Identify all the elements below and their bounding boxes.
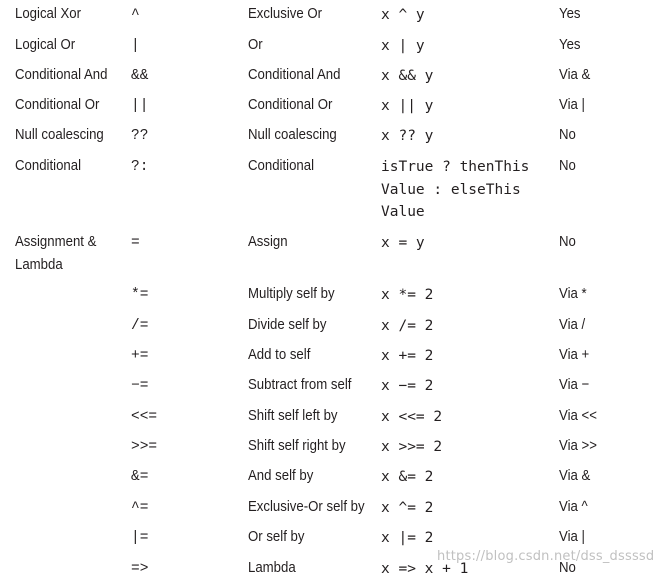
row-category: Logical Or: [15, 36, 76, 53]
row-example: x = y: [381, 235, 425, 251]
row-example: x >>= 2: [381, 439, 443, 455]
row-name: And self by: [248, 467, 314, 484]
row-name: Exclusive-Or self by: [248, 498, 365, 515]
row-symbol: =>: [131, 561, 149, 577]
row-symbol: =: [131, 235, 140, 251]
row-example: x => x + 1: [381, 561, 469, 577]
row-overloadable: Yes: [559, 36, 581, 53]
row-overloadable: Via −: [559, 376, 590, 393]
row-symbol: /=: [131, 318, 149, 334]
row-symbol: +=: [131, 348, 149, 364]
row-name: Divide self by: [248, 316, 327, 333]
row-overloadable: Via ^: [559, 498, 588, 515]
row-category: Conditional: [15, 157, 82, 174]
row-name: Conditional And: [248, 66, 341, 83]
row-symbol: <<=: [131, 409, 158, 425]
row-symbol: >>=: [131, 439, 158, 455]
row-overloadable: Via <<: [559, 407, 597, 424]
row-name: Exclusive Or: [248, 5, 323, 22]
row-category: Null coalescing: [15, 126, 104, 143]
row-example: x ?? y: [381, 128, 434, 144]
row-name: Or self by: [248, 528, 305, 545]
row-example: x |= 2: [381, 530, 434, 546]
row-example: x ^= 2: [381, 500, 434, 516]
row-overloadable: Yes: [559, 5, 581, 22]
row-overloadable: Via |: [559, 528, 585, 545]
row-name: Multiply self by: [248, 285, 335, 302]
row-overloadable: No: [559, 559, 576, 576]
row-overloadable: Via &: [559, 66, 591, 83]
row-overloadable: Via |: [559, 96, 585, 113]
row-overloadable: Via &: [559, 467, 591, 484]
row-overloadable: Via +: [559, 346, 590, 363]
row-overloadable: Via /: [559, 316, 586, 333]
row-symbol: ?:: [131, 159, 149, 175]
row-symbol: *=: [131, 287, 149, 303]
row-overloadable: No: [559, 157, 576, 174]
row-symbol: −=: [131, 378, 149, 394]
row-example: x &= 2: [381, 469, 434, 485]
row-example: x | y: [381, 38, 425, 54]
row-name: Or: [248, 36, 263, 53]
row-category: Logical Xor: [15, 5, 82, 22]
row-example: x || y: [381, 98, 434, 114]
watermark: https://blog.csdn.net/dss_dssssd: [437, 549, 655, 564]
row-symbol: ^: [131, 7, 140, 23]
row-name: Subtract from self: [248, 376, 352, 393]
row-symbol: ??: [131, 128, 149, 144]
row-category: Conditional And: [15, 66, 108, 83]
row-name: Add to self: [248, 346, 311, 363]
row-example: x ^ y: [381, 7, 425, 23]
row-name: Assign: [248, 233, 288, 250]
row-example: x += 2: [381, 348, 434, 364]
row-symbol: ^=: [131, 500, 149, 516]
row-example: x && y: [381, 68, 434, 84]
row-overloadable: No: [559, 233, 576, 250]
row-name: Null coalescing: [248, 126, 337, 143]
row-symbol: |: [131, 38, 140, 54]
row-name: Conditional Or: [248, 96, 333, 113]
row-overloadable: Via *: [559, 285, 587, 302]
row-category: Conditional Or: [15, 96, 100, 113]
row-symbol: |=: [131, 530, 149, 546]
row-example: x *= 2: [381, 287, 434, 303]
row-name: Lambda: [248, 559, 296, 576]
row-example: x <<= 2: [381, 409, 443, 425]
row-example: x −= 2: [381, 378, 434, 394]
row-name: Shift self left by: [248, 407, 338, 424]
row-symbol: &=: [131, 469, 149, 485]
row-symbol: ||: [131, 98, 149, 114]
row-example: isTrue ? thenThis Value : elseThis Value: [381, 159, 530, 220]
row-name: Conditional: [248, 157, 315, 174]
row-category: Assignment & Lambda: [15, 233, 97, 273]
row-overloadable: Via >>: [559, 437, 597, 454]
row-symbol: &&: [131, 68, 149, 84]
row-name: Shift self right by: [248, 437, 346, 454]
row-overloadable: No: [559, 126, 576, 143]
row-example: x /= 2: [381, 318, 434, 334]
